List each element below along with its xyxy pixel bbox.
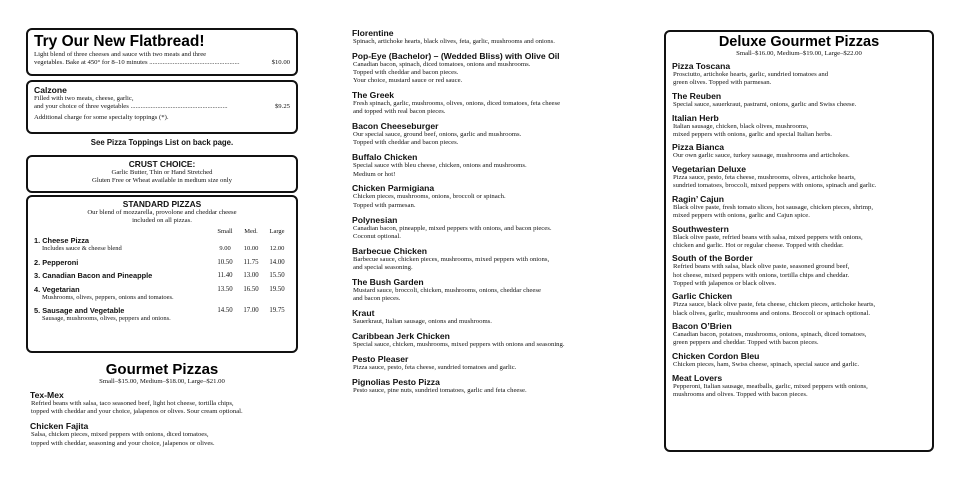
desc-line: green olives. Topped with parmesan. <box>673 79 772 87</box>
deluxe-title: Deluxe Gourmet Pizzas <box>718 34 880 50</box>
desc-line: Chicken pieces, mushrooms, onions, broccoli or spinach. <box>353 193 506 201</box>
desc-line: Canadian bacon, pineapple, mixed peppers with onions, and bacon pieces. <box>353 224 552 232</box>
menu-item-desc <box>672 152 926 160</box>
menu-item-name: Pesto Pleaser <box>352 353 409 364</box>
pizza-price-medium: 16.50 <box>243 285 259 293</box>
menu-item <box>352 308 642 326</box>
pizza-name: 4. Vegetarian <box>34 284 80 294</box>
menu-item-name: Pizza Toscana <box>672 61 731 72</box>
pizza-name: 5. Sausage and Vegetable <box>34 306 125 316</box>
menu-item-name: Florentine <box>352 28 394 38</box>
menu-item-desc <box>352 131 642 147</box>
menu-item-desc <box>672 361 926 369</box>
deluxe-box <box>664 30 934 452</box>
pizza-price-medium: 17.00 <box>243 307 259 315</box>
gourmet-title: Gourmet Pizzas <box>105 361 219 378</box>
crust-box: CRUST CHOICE: Garlic Butter, Thin or Hand Stretched Gluten Free or Wheat available in medium size only <box>26 155 298 193</box>
gourmet-left-list <box>30 389 320 453</box>
desc-line: Refried beans with salsa, black olive paste, seasoned ground beef, <box>673 263 850 271</box>
menu-item-desc <box>30 400 320 416</box>
menu-item-name: Vegetarian Deluxe <box>672 163 747 174</box>
menu-item-name: Polynesian <box>352 214 398 225</box>
pizza-price-medium: 13.00 <box>243 272 259 280</box>
menu-item <box>352 277 642 303</box>
menu-item-name: The Greek <box>352 90 395 101</box>
price-header-row: Small Med. Large <box>217 228 285 236</box>
pizza-price-small: 13.50 <box>217 285 233 293</box>
desc-line: chicken and garlic. Hot or regular cheese. Topped with cheddar. <box>673 241 844 249</box>
menu-item-name: Caribbean Jerk Chicken <box>352 330 450 341</box>
spacer <box>238 236 264 245</box>
desc-line: Pizza sauce, black olive paste, feta cheese, chicken pieces, artichoke hearts, <box>673 301 876 309</box>
menu-item-desc <box>352 61 642 86</box>
menu-item <box>352 215 642 241</box>
menu-item-desc <box>352 256 642 272</box>
menu-item-name: Ragin’ Cajun <box>672 193 725 204</box>
menu-item-name: Tex-Mex <box>30 390 64 400</box>
menu-item-name: Italian Herb <box>672 112 719 123</box>
menu-item <box>672 61 926 87</box>
menu-item-name: Meat Lovers <box>672 372 723 383</box>
calzone-title: Calzone <box>34 85 67 95</box>
pizza-name: 3. Canadian Bacon and Pineapple <box>34 271 153 281</box>
desc-line: Barbecue sauce, chicken pieces, mushrooms, mixed peppers with onions, <box>353 255 550 263</box>
standard-title: STANDARD PIZZAS <box>122 199 202 209</box>
desc-line: topped with cheddar, seasoning and your choice, jalapenos or olives. <box>31 439 215 447</box>
menu-item-desc <box>672 234 926 250</box>
pizza-price-large: 19.50 <box>269 285 285 293</box>
standard-pizza-list <box>34 236 290 323</box>
desc-line: Canadian bacon, spinach, diced tomatoes, onions and mushrooms. <box>353 60 531 68</box>
desc-line: Canadian bacon, potatoes, mushrooms, onions, spinach, diced tomatoes, <box>673 331 867 339</box>
desc-line: hot cheese, mixed peppers with onions, tortilla chips and cheddar. <box>673 271 850 279</box>
deluxe-list <box>672 61 926 399</box>
menu-item-desc <box>352 387 642 395</box>
calzone-note: Additional charge for some specialty toppings (*). <box>34 114 169 122</box>
menu-item <box>672 113 926 139</box>
desc-line: sundried tomatoes, broccoli, mixed peppers with onions, spinach and garlic. <box>673 182 877 190</box>
gourmet-header <box>26 361 298 386</box>
menu-item-desc <box>352 341 642 349</box>
desc-line: green peppers and cheddar. Topped with bacon pieces. <box>673 339 819 347</box>
desc-line: Chicken pieces, ham, Swiss cheese, spinach, special sauce and garlic. <box>673 360 860 368</box>
menu-item-desc <box>672 331 926 347</box>
menu-item <box>352 28 642 46</box>
pizza-desc-row <box>34 245 290 253</box>
menu-item-name: Pop-Eye (Bachelor) – (Wedded Bliss) with Olive Oil <box>352 50 560 61</box>
desc-line: Sauerkraut, Italian sausage, onions and mushrooms. <box>353 317 492 325</box>
desc-line: Spinach, artichoke hearts, black olives, feta, garlic, mushrooms and onions. <box>353 38 555 45</box>
menu-item-desc <box>672 174 926 190</box>
menu-item-desc <box>352 38 642 46</box>
crust-title: CRUST CHOICE: <box>128 159 196 169</box>
pizza-desc: Sausage, mushrooms, olives, peppers and onions. <box>42 315 171 323</box>
flatbread-box <box>26 28 298 76</box>
desc-line: Pizza sauce, pesto, feta cheese, mushrooms, olives, artichoke hearts, <box>673 173 856 181</box>
menu-item-name: Buffalo Chicken <box>352 152 418 163</box>
desc-line: Medium or hot! <box>353 170 396 178</box>
desc-line: black olives, garlic, mushrooms and onions. Broccoli or spinach optional. <box>673 309 871 317</box>
desc-line: Black olive paste, refried beans with salsa, mixed peppers with onions, <box>673 233 863 241</box>
menu-item-name: Bacon Cheeseburger <box>352 121 439 132</box>
flatbread-price: $10.00 <box>271 59 290 67</box>
menu-item-name: Pizza Bianca <box>672 142 725 153</box>
menu-item-name: Bacon O’Brien <box>672 321 732 332</box>
pizza-desc: Includes sauce & cheese blend <box>42 245 122 253</box>
menu-item-desc <box>672 263 926 288</box>
menu-item <box>672 142 926 160</box>
menu-item-desc <box>672 71 926 87</box>
menu-item <box>30 421 320 447</box>
menu-item-desc <box>352 100 642 116</box>
desc-line: mixed peppers with onions, garlic and Cajun spice. <box>673 211 810 219</box>
desc-line: topped with cheddar and your choice, jalapenos or olives. Sour cream optional. <box>31 408 243 416</box>
flatbread-title: Try Our New Flatbread! <box>34 33 205 50</box>
menu-item <box>672 164 926 190</box>
menu-item-desc <box>672 383 926 399</box>
menu-item <box>672 351 926 369</box>
pizza-price-large: 19.75 <box>269 307 285 315</box>
menu-item <box>672 224 926 250</box>
menu-item <box>352 90 642 116</box>
desc-line: Refried beans with salsa, taco seasoned beef, light hot cheese, tortilla chips, <box>31 400 234 407</box>
standard-pizza-item <box>34 306 290 323</box>
menu-item-desc <box>352 318 642 326</box>
standard-pizza-item <box>34 271 290 280</box>
menu-item-desc <box>672 204 926 220</box>
desc-line: Fresh spinach, garlic, mushrooms, olives, onions, diced tomatoes, feta cheese <box>353 100 561 108</box>
standard-pizza-row <box>34 271 290 280</box>
desc-line: Italian sausage, chicken, black olives, mushrooms, <box>673 122 809 130</box>
standard-pizzas-box: STANDARD PIZZAS Our blend of mozzarella, provolone and cheddar cheese included on all pizzas. Small Med. Large 1. Cheese Pizza Includes sauce & cheese blend 9.00 10.00 12.00 2. Pepperoni 10.50 11.75 14.00 3. Canadian Bacon and Pineapple 11.40 13.00 15.50 4. Vegetarian 13.50 16.50 19.50 Mushrooms, olives, peppers, onions and tomatoes. 5. Sausage and Vegetable 14.50 17.00 19.75 Sausage, mushrooms, olives, peppers and onions. <box>26 195 298 353</box>
menu-item-desc <box>352 225 642 241</box>
desc-line: and topped with real bacon pieces. <box>353 108 446 116</box>
desc-line: Special sauce, sauerkraut, pastrami, onions, garlic and Swiss cheese. <box>673 101 857 108</box>
standard-pizza-item <box>34 236 290 253</box>
gourmet-sizes: Small–$15.00, Medium–$18.00, Large–$21.00 <box>99 378 225 385</box>
pizza-price-small: 11.40 <box>217 272 233 280</box>
pizza-price-small: 14.50 <box>217 307 233 315</box>
desc-line: mushrooms and olives. Topped with bacon pieces. <box>673 390 808 398</box>
menu-item <box>352 51 642 86</box>
menu-item-name: Garlic Chicken <box>672 291 733 302</box>
desc-line: Pesto sauce, pine nuts, sundried tomatoes, garlic and feta cheese. <box>353 386 527 394</box>
menu-item-desc <box>352 364 642 372</box>
menu-item-name: Southwestern <box>672 223 729 234</box>
desc-line: Prosciutto, artichoke hearts, garlic, sundried tomatoes and <box>673 71 829 79</box>
menu-item-name: Chicken Fajita <box>30 421 89 432</box>
pizza-price-small: 9.00 <box>219 245 231 253</box>
pizza-name: 1. Cheese Pizza <box>34 236 90 246</box>
menu-item-name: The Bush Garden <box>352 276 424 287</box>
desc-line: Pizza sauce, pesto, feta cheese, sundried tomatoes and garlic. <box>353 363 517 371</box>
menu-item-name: Pignolias Pesto Pizza <box>352 376 440 387</box>
menu-item-desc <box>352 287 642 303</box>
pizza-price-small: 10.50 <box>217 258 233 266</box>
desc-line: mixed peppers with onions, garlic and special Italian herbs. <box>673 130 832 138</box>
menu-item <box>352 246 642 272</box>
menu-item-name: South of the Border <box>672 253 753 264</box>
menu-item <box>672 194 926 220</box>
menu-item-name: Chicken Parmigiana <box>352 183 435 194</box>
desc-line: and bacon pieces. <box>353 294 401 302</box>
spacer <box>212 236 238 245</box>
standard-pizza-item <box>34 258 290 267</box>
menu-item <box>672 253 926 288</box>
menu-item-desc <box>352 162 642 178</box>
menu-item <box>352 331 642 349</box>
desc-line: Special sauce with bleu cheese, chicken, onions and mushrooms. <box>353 162 527 170</box>
pizza-desc-row <box>34 315 290 323</box>
desc-line: Your choice, mustard sauce or red sauce. <box>353 77 463 85</box>
pizza-price-large: 14.00 <box>269 258 285 266</box>
deluxe-sizes: Small–$16.00, Medium–$19.00, Large–$22.00 <box>736 50 862 57</box>
desc-line: Topped with jalapenos or black olives. <box>673 279 777 287</box>
menu-item-desc <box>352 193 642 209</box>
desc-line: Pepperoni, Italian sausage, meatballs, garlic, mixed peppers with onions, <box>673 382 868 390</box>
desc-line: Topped with parmesan. <box>353 201 416 209</box>
menu-item <box>352 354 642 372</box>
menu-item-name: The Reuben <box>672 91 722 101</box>
pizza-price-large: 12.00 <box>269 245 285 253</box>
toppings-note: See Pizza Toppings List on back page. <box>90 138 234 147</box>
menu-item <box>352 121 642 147</box>
menu-item <box>672 321 926 347</box>
menu-item <box>672 291 926 317</box>
menu-item-desc <box>672 123 926 139</box>
pizza-desc: Mushrooms, olives, peppers, onions and tomatoes. <box>42 293 174 301</box>
menu-item-name: Kraut <box>352 307 375 318</box>
pizza-desc-row <box>34 294 290 302</box>
menu-item <box>30 390 320 416</box>
menu-item-desc <box>672 301 926 317</box>
standard-pizza-row <box>34 258 290 267</box>
standard-pizza-row <box>34 306 290 315</box>
menu-item <box>352 183 642 209</box>
pizza-name: 2. Pepperoni <box>34 257 79 267</box>
desc-line: Topped with cheddar and bacon pieces. <box>353 139 459 147</box>
pizza-price-medium: 11.75 <box>243 258 259 266</box>
menu-item <box>352 377 642 395</box>
calzone-box: Calzone Filled with two meats, cheese, garlic, and your choice of three vegetables .......................................................... $9.25 Additional charge for some specialty toppings (*). <box>26 80 298 134</box>
desc-line: and special seasoning. <box>353 263 413 271</box>
desc-line: Coconut optional. <box>353 232 401 240</box>
menu-item-name: Barbecue Chicken <box>352 245 427 256</box>
menu-item-desc <box>30 431 320 447</box>
desc-line: Special sauce, chicken, mushrooms, mixed peppers with onions and seasoning. <box>353 340 565 348</box>
standard-pizza-item <box>34 285 290 302</box>
desc-line: Our special sauce, ground beef, onions, garlic and mushrooms. <box>353 131 522 139</box>
desc-line: Black olive paste, fresh tomato slices, hot sausage, chicken pieces, shrimp, <box>673 203 874 211</box>
pizza-price-large: 15.50 <box>269 272 285 280</box>
flatbread-desc: Light blend of three cheeses and sauce with two meats and three vegetables. Bake at 450° for 8–10 minutes ...................................................... $10.00 <box>34 51 290 67</box>
desc-line: Salsa, chicken pieces, mixed peppers with onions, diced tomatoes, <box>31 431 209 439</box>
menu-item <box>672 91 926 109</box>
desc-line: Topped with cheddar and bacon pieces. <box>353 69 459 77</box>
gourmet-mid-list <box>352 27 642 399</box>
calzone-price: $9.25 <box>274 103 290 111</box>
desc-line: Mustard sauce, broccoli, chicken, mushrooms, onions, cheddar cheese <box>353 286 541 294</box>
spacer <box>264 236 290 245</box>
pizza-price-medium: 10.00 <box>243 245 259 253</box>
standard-pizza-row <box>34 285 290 294</box>
standard-pizza-row <box>34 236 290 245</box>
menu-item <box>672 373 926 399</box>
menu-item-desc <box>672 101 926 109</box>
desc-line: Our own garlic sauce, turkey sausage, mushrooms and artichokes. <box>673 152 850 160</box>
menu-item-name: Chicken Cordon Bleu <box>672 350 760 361</box>
menu-item <box>352 152 642 178</box>
